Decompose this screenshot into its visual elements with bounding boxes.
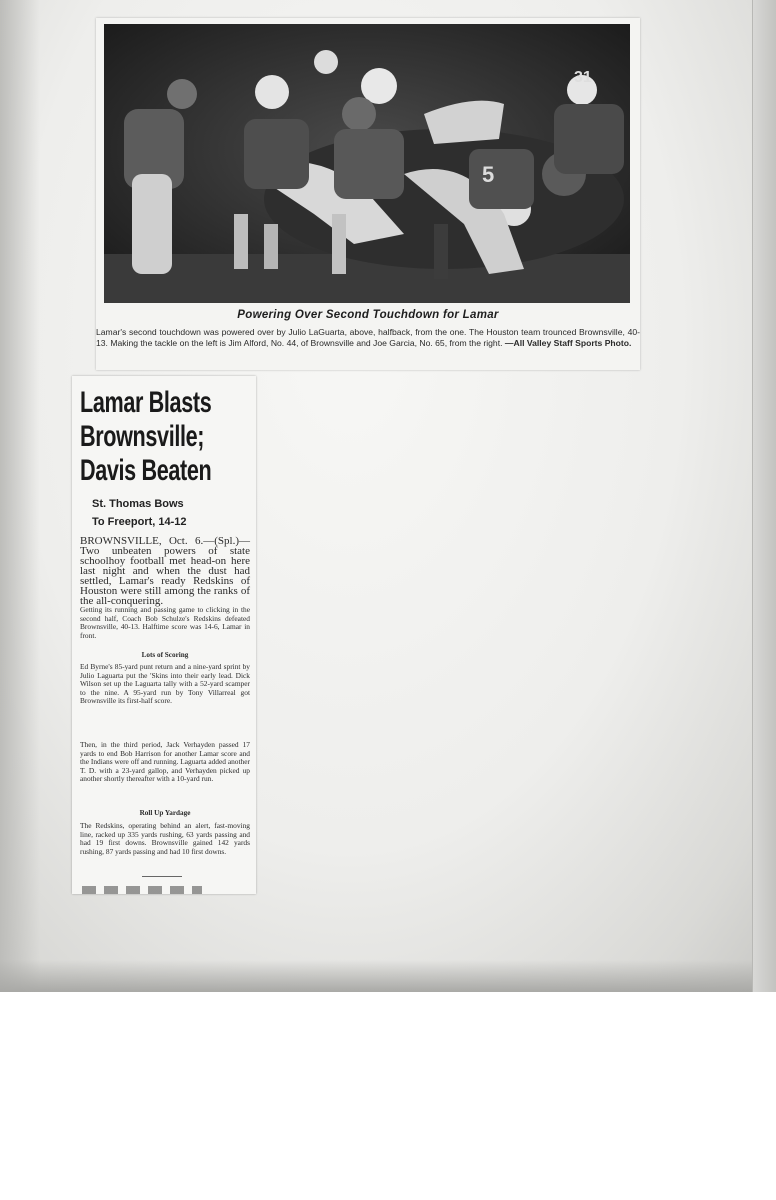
- photo-credit: —All Valley Staff Sports Photo.: [504, 338, 632, 349]
- photo-caption-title: Powering Over Second Touchdown for Lamar: [237, 309, 499, 321]
- page-edge: [752, 0, 776, 992]
- article-paragraph: Getting its running and passing game to clicking in the second half, Coach Bob Schulze's Redskins defeated Brownsville, 40-13. Halftime score was 14-6, Lamar in front.: [80, 605, 250, 640]
- article-paragraph: Then, in the third period, Jack Verhayden passed 17 yards to end Bob Harrison for another Lamar score and the Indians were off and running. Laguarta added another T. D. with a 23-yard gallop, and Verhayden picked up another shortly thereafter with a 10-yard run.: [80, 740, 250, 784]
- lead-paragraph: BROWNSVILLE, Oct. 6.—(Spl.)—Two unbeaten powers of state schoolhoy football met head-on here last night and when the dust had settled, Lamar's ready Redskins of Houston were still among the ranks of the all-conquering.: [80, 535, 250, 607]
- football-photo-art: [104, 24, 630, 303]
- article-paragraph: Ed Byrne's 85-yard punt return and a nine-yard sprint by Julio Laguarta put the 'Skins into their early lead. Dick Wilson set up the Laguarta tally with a 52-yard scamper to the nine. A 95-yard run by Tony Villarreal got Brownsville its first-half score.: [80, 662, 250, 706]
- divider: [142, 876, 182, 877]
- cut-off-text-fragment: [82, 886, 202, 894]
- page-shadow-bottom: [0, 960, 776, 992]
- photo-caption-text: Lamar's second touchdown was powered over by Julio LaGuarta, above, halfback, from the one. The Houston team trounced Brownsville, 40-13. Making the tackle on the left is Jim Alford, No. 44, of Brownsville and Joe Garcia, No. 65, from the right.: [96, 327, 640, 349]
- jersey-number: 31: [574, 69, 592, 86]
- jersey-number: 5: [482, 162, 495, 187]
- subhead-line: St. Thomas Bows: [92, 498, 184, 510]
- photo-caption: [96, 327, 640, 349]
- headline: [80, 386, 212, 488]
- article-paragraph: The Redskins, operating behind an alert, fast-moving line, racked up 335 yards rushing, 63 yards passing and had 19 first downs. Brownsville gained 142 yards rushing, 87 yards passing and had 10 first downs.: [80, 821, 250, 856]
- subhead-line: To Freeport, 14-12: [92, 516, 187, 528]
- headline-line: Davis Beaten: [80, 454, 212, 487]
- article-clipping: [72, 376, 256, 894]
- headline-line: Lamar Blasts: [80, 386, 212, 419]
- page-shadow: [0, 0, 40, 992]
- headline-line: Brownsville;: [80, 420, 205, 453]
- photo-clipping: [96, 18, 640, 370]
- section-heading: Roll Up Yardage: [139, 809, 191, 817]
- section-heading: Lots of Scoring: [141, 651, 189, 659]
- football-photo: [104, 24, 630, 303]
